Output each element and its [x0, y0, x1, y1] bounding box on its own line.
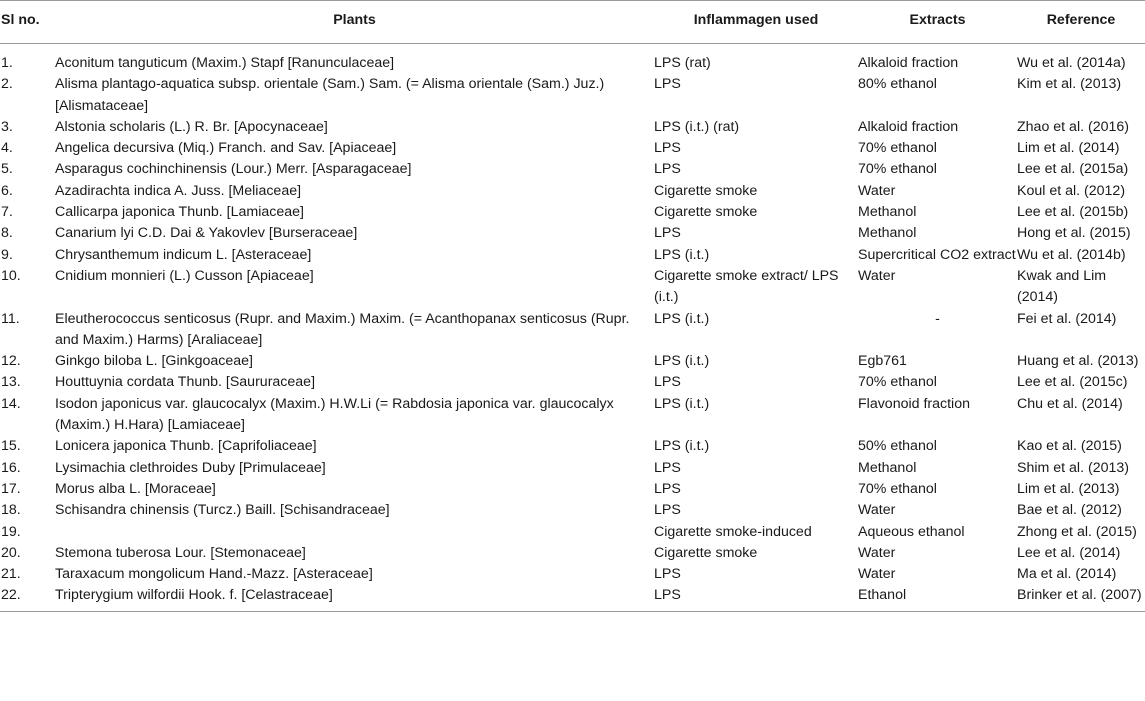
cell-plant: Azadirachta indica A. Juss. [Meliaceae]: [55, 182, 302, 199]
cell-extract: 70% ethanol: [858, 374, 937, 391]
cell-inflammagen: LPS (i.t.): [654, 246, 710, 263]
cell-plant: Ginkgo biloba L. [Ginkgoaceae]: [55, 353, 253, 370]
cell-sl-no: 4.: [1, 140, 13, 157]
cell-extract: Egb761: [858, 353, 907, 370]
cell-sl-no: 14.: [1, 395, 21, 412]
cell-extract: 80% ethanol: [858, 76, 937, 93]
cell-inflammagen: LPS: [654, 587, 681, 604]
header-row: [0, 1, 1145, 44]
cell-reference: Lee et al. (2014): [1017, 544, 1121, 561]
cell-plant: Schisandra chinensis (Turcz.) Baill. [Schisandraceae]: [55, 502, 390, 519]
cell-plant: Lysimachia clethroides Duby [Primulaceae]: [55, 459, 326, 476]
cell-extract: Flavonoid fraction: [858, 395, 970, 412]
table-row: [0, 138, 1145, 159]
cell-inflammagen: LPS (i.t.) (rat): [654, 118, 740, 135]
cell-plant: Asparagus cochinchinensis (Lour.) Merr. [Asparagaceae]: [55, 161, 412, 178]
cell-plant: Alstonia scholaris (L.) R. Br. [Apocynaceae]: [55, 118, 328, 135]
cell-extract: Water: [858, 566, 896, 583]
table-row: [0, 245, 1145, 266]
cell-reference: Lim et al. (2013): [1017, 480, 1120, 497]
cell-reference: Zhong et al. (2015): [1017, 523, 1137, 540]
cell-reference: Brinker et al. (2007): [1017, 587, 1142, 604]
table-row: [0, 117, 1145, 138]
table-row: [0, 266, 1145, 309]
cell-plant: Houttuynia cordata Thunb. [Saururaceae]: [55, 374, 316, 391]
cell-reference: Wu et al. (2014a): [1017, 55, 1126, 71]
table-row: [0, 372, 1145, 393]
cell-inflammagen: LPS (i.t.): [654, 395, 710, 412]
cell-plant: Cnidium monnieri (L.) Cusson [Apiaceae]: [55, 267, 314, 284]
cell-extract: Methanol: [858, 204, 917, 221]
cell-extract: Water: [858, 182, 896, 199]
table-row: [0, 436, 1145, 457]
cell-inflammagen: LPS (rat): [654, 55, 711, 71]
cell-extract: -: [935, 310, 940, 327]
cell-sl-no: 1.: [1, 55, 13, 71]
table-header: [0, 1, 1145, 44]
header-inflammagen: Inflammagen used: [693, 12, 819, 28]
cell-sl-no: 7.: [1, 204, 13, 221]
cell-plant: Lonicera japonica Thunb. [Caprifoliaceae]: [55, 438, 317, 455]
cell-plant: Alisma plantago-aquatica subsp. orientale (Sam.) Sam. (= Alisma orientale (Sam.) Juz.) [Alismataceae]: [55, 76, 605, 114]
cell-reference: Lee et al. (2015a): [1017, 161, 1129, 178]
cell-extract: 50% ethanol: [858, 438, 937, 455]
cell-reference: Wu et al. (2014b): [1017, 246, 1126, 263]
cell-sl-no: 16.: [1, 459, 21, 476]
cell-inflammagen: LPS: [654, 161, 681, 178]
cell-sl-no: 19.: [1, 523, 21, 540]
cell-reference: Kwak and Lim (2014): [1017, 267, 1107, 306]
cell-inflammagen: LPS: [654, 459, 681, 476]
table-row: [0, 394, 1145, 437]
cell-reference: Huang et al. (2013): [1017, 353, 1139, 370]
cell-sl-no: 2.: [1, 76, 13, 93]
cell-sl-no: 3.: [1, 118, 13, 135]
cell-extract: Methanol: [858, 459, 917, 476]
cell-sl-no: 21.: [1, 566, 21, 583]
cell-sl-no: 13.: [1, 374, 21, 391]
table-row: [0, 223, 1145, 244]
cell-inflammagen: LPS: [654, 140, 681, 157]
cell-sl-no: 9.: [1, 246, 13, 263]
cell-inflammagen: LPS: [654, 374, 681, 391]
table-row: [0, 564, 1145, 585]
cell-sl-no: 20.: [1, 544, 21, 561]
header-plants: Plants: [333, 12, 376, 28]
cell-reference: Shim et al. (2013): [1017, 459, 1129, 476]
cell-reference: Kao et al. (2015): [1017, 438, 1122, 455]
cell-reference: Zhao et al. (2016): [1017, 118, 1129, 135]
cell-plant: Aconitum tanguticum (Maxim.) Stapf [Ranunculaceae]: [55, 55, 395, 71]
cell-extract: Water: [858, 544, 896, 561]
cell-sl-no: 17.: [1, 480, 21, 497]
cell-inflammagen: LPS (i.t.): [654, 310, 710, 327]
cell-inflammagen: LPS (i.t.): [654, 438, 710, 455]
cell-sl-no: 11.: [1, 310, 20, 327]
table-row: [0, 543, 1145, 564]
cell-sl-no: 8.: [1, 225, 13, 242]
table-row: [0, 458, 1145, 479]
cell-reference: Ma et al. (2014): [1017, 566, 1117, 583]
cell-reference: Koul et al. (2012): [1017, 182, 1126, 199]
table-row: [0, 479, 1145, 500]
cell-inflammagen: LPS (i.t.): [654, 353, 710, 370]
cell-reference: Fei et al. (2014): [1017, 310, 1117, 327]
cell-extract: Water: [858, 267, 896, 284]
cell-inflammagen: LPS: [654, 502, 681, 519]
cell-extract: Water: [858, 502, 896, 519]
cell-extract: 70% ethanol: [858, 161, 937, 178]
cell-extract: Methanol: [858, 225, 917, 242]
cell-sl-no: 18.: [1, 502, 21, 519]
cell-extract: Ethanol: [858, 587, 907, 604]
table-row: [0, 351, 1145, 372]
cell-sl-no: 22.: [1, 587, 21, 604]
table-row: [0, 74, 1145, 117]
cell-inflammagen: Cigarette smoke extract/ LPS (i.t.): [654, 267, 839, 306]
cell-plant: Canarium lyi C.D. Dai & Yakovlev [Burseraceae]: [55, 225, 358, 242]
cell-inflammagen: Cigarette smoke: [654, 544, 758, 561]
cell-inflammagen: LPS: [654, 76, 681, 93]
cell-reference: Chu et al. (2014): [1017, 395, 1123, 412]
cell-plant: Isodon japonicus var. glaucocalyx (Maxim.) H.W.Li (= Rabdosia japonica var. glaucocalyx (Maxim.) H.Hara) [Lamiaceae]: [55, 395, 614, 434]
cell-plant: Tripterygium wilfordii Hook. f. [Celastraceae]: [55, 587, 333, 604]
table-row: [0, 522, 1145, 543]
header-extracts: Extracts: [909, 12, 966, 28]
table-row: [0, 309, 1145, 352]
cell-plant: Taraxacum mongolicum Hand.-Mazz. [Asteraceae]: [55, 566, 373, 583]
table-row: [0, 44, 1145, 75]
cell-inflammagen: Cigarette smoke: [654, 182, 758, 199]
cell-reference: Lee et al. (2015c): [1017, 374, 1128, 391]
cell-plant: Morus alba L. [Moraceae]: [55, 480, 216, 497]
cell-sl-no: 15.: [1, 438, 21, 455]
cell-extract: Alkaloid fraction: [858, 118, 959, 135]
cell-reference: Hong et al. (2015): [1017, 225, 1131, 242]
cell-inflammagen: Cigarette smoke: [654, 204, 758, 221]
cell-extract: 70% ethanol: [858, 480, 937, 497]
header-sl-no: Sl no.: [1, 12, 40, 28]
cell-plant: Callicarpa japonica Thunb. [Lamiaceae]: [55, 204, 304, 221]
cell-reference: Lee et al. (2015b): [1017, 204, 1129, 221]
table-row: [0, 159, 1145, 180]
cell-plant: [55, 522, 654, 543]
cell-inflammagen: LPS: [654, 225, 681, 242]
cell-plant: Stemona tuberosa Lour. [Stemonaceae]: [55, 544, 306, 561]
cell-extract: Alkaloid fraction: [858, 55, 959, 71]
cell-sl-no: 10.: [1, 267, 21, 284]
cell-extract: Supercritical CO2 extract: [858, 246, 1016, 263]
cell-inflammagen: LPS: [654, 566, 681, 583]
cell-plant: Angelica decursiva (Miq.) Franch. and Sav. [Apiaceae]: [55, 140, 397, 157]
cell-reference: Kim et al. (2013): [1017, 76, 1122, 93]
table-body: [0, 44, 1145, 612]
table-row: [0, 500, 1145, 521]
cell-reference: Lim et al. (2014): [1017, 140, 1120, 157]
cell-sl-no: 5.: [1, 161, 13, 178]
cell-extract: 70% ethanol: [858, 140, 937, 157]
cell-plant: Eleutherococcus senticosus (Rupr. and Maxim.) Maxim. (= Acanthopanax senticosus (Rupr. and Maxim.) Harms) [Araliaceae]: [55, 310, 630, 348]
cell-sl-no: 6.: [1, 182, 13, 199]
cell-inflammagen: Cigarette smoke-induced: [654, 523, 812, 540]
header-reference: Reference: [1046, 12, 1116, 28]
table-row: [0, 585, 1145, 611]
cell-sl-no: 12.: [1, 353, 21, 370]
cell-reference: Bae et al. (2012): [1017, 502, 1122, 519]
cell-inflammagen: LPS: [654, 480, 681, 497]
cell-extract: Aqueous ethanol: [858, 523, 965, 540]
table-row: [0, 202, 1145, 223]
cell-plant: Chrysanthemum indicum L. [Asteraceae]: [55, 246, 312, 263]
table-row: [0, 181, 1145, 202]
